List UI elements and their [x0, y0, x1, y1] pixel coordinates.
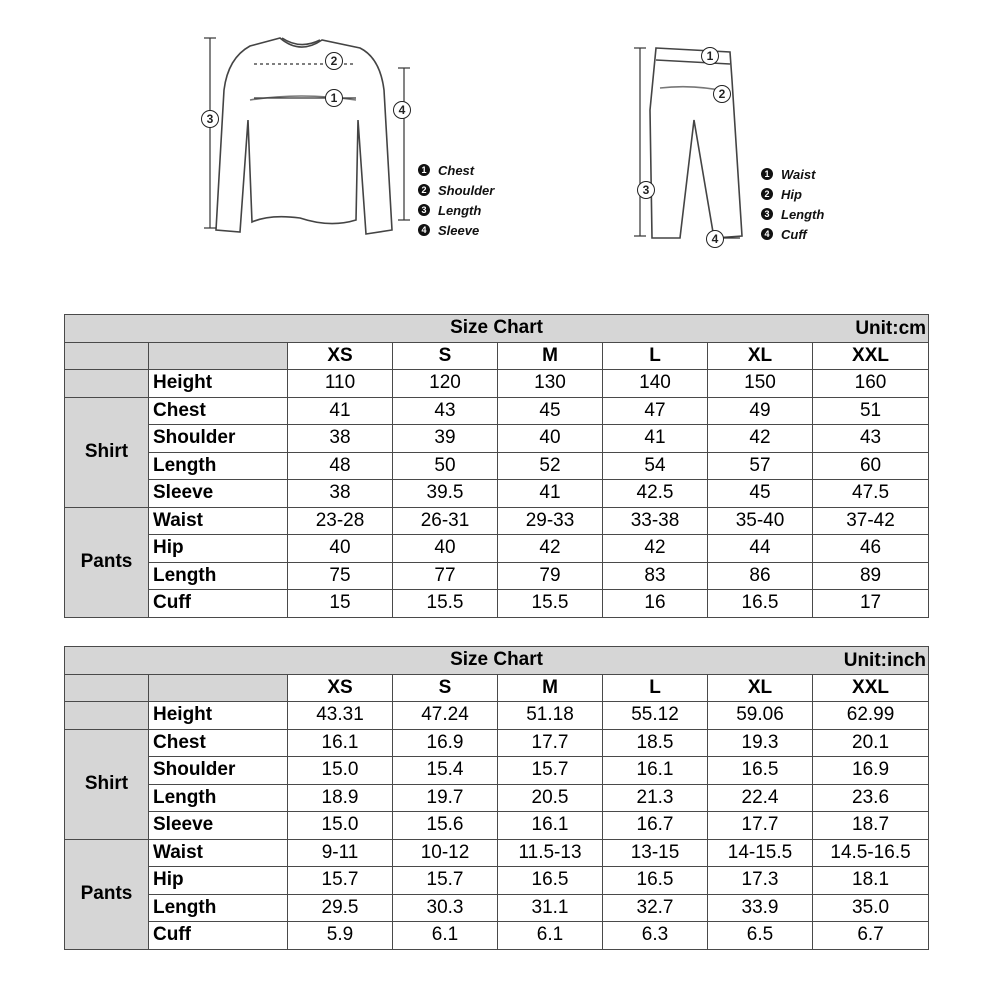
waist-marker: 1 — [701, 47, 719, 65]
value-cell: 42 — [603, 535, 708, 563]
value-cell: 38 — [288, 480, 393, 508]
row-label: Sleeve — [149, 480, 288, 508]
table-row — [65, 757, 929, 785]
legend-number: 2 — [761, 188, 773, 200]
cuff-marker: 4 — [706, 230, 724, 248]
unit-label: Unit:cm — [855, 318, 927, 339]
value-cell: 16 — [603, 590, 708, 618]
value-cell: 15.0 — [288, 812, 393, 840]
legend-label: Hip — [781, 186, 802, 202]
category-label: Shirt — [65, 397, 149, 507]
shirt-legend — [418, 160, 494, 240]
legend-number: 3 — [418, 204, 430, 216]
value-cell: 57 — [708, 452, 813, 480]
table-row — [65, 590, 929, 618]
value-cell: 33-38 — [603, 507, 708, 535]
row-label: Waist — [149, 507, 288, 535]
value-cell: 40 — [393, 535, 498, 563]
table-row — [65, 562, 929, 590]
legend-label: Waist — [781, 166, 816, 182]
value-cell: 52 — [498, 452, 603, 480]
value-cell: 44 — [708, 535, 813, 563]
shirt-icon — [216, 38, 392, 234]
value-cell: 16.9 — [813, 757, 929, 785]
table-row — [65, 480, 929, 508]
table-row — [65, 370, 929, 398]
legend-item — [418, 180, 494, 200]
table-row — [65, 425, 929, 453]
size-chart-inch — [64, 646, 929, 950]
table-row — [65, 729, 929, 757]
size-header: XXL — [813, 674, 929, 702]
value-cell: 31.1 — [498, 894, 603, 922]
blank-cell — [65, 702, 149, 730]
value-cell: 10-12 — [393, 839, 498, 867]
size-header: XS — [288, 674, 393, 702]
value-cell: 150 — [708, 370, 813, 398]
value-cell: 37-42 — [813, 507, 929, 535]
row-label: Hip — [149, 535, 288, 563]
value-cell: 15.7 — [393, 867, 498, 895]
value-cell: 22.4 — [708, 784, 813, 812]
legend-number: 4 — [761, 228, 773, 240]
size-header: L — [603, 674, 708, 702]
pants-legend — [761, 164, 824, 244]
table-title-cell — [65, 315, 929, 343]
size-header: S — [393, 674, 498, 702]
value-cell: 110 — [288, 370, 393, 398]
value-cell: 38 — [288, 425, 393, 453]
legend-item — [418, 200, 494, 220]
row-label: Cuff — [149, 590, 288, 618]
legend-label: Chest — [438, 162, 475, 178]
value-cell: 32.7 — [603, 894, 708, 922]
value-cell: 29.5 — [288, 894, 393, 922]
value-cell: 42 — [498, 535, 603, 563]
chest-marker: 1 — [325, 89, 343, 107]
table-row — [65, 922, 929, 950]
table-row — [65, 702, 929, 730]
value-cell: 15.4 — [393, 757, 498, 785]
title-row — [65, 315, 929, 343]
blank-cell — [65, 342, 149, 370]
value-cell: 15 — [288, 590, 393, 618]
table-row — [65, 812, 929, 840]
pants-icon — [650, 48, 742, 238]
legend-number: 1 — [761, 168, 773, 180]
row-label: Length — [149, 562, 288, 590]
value-cell: 43.31 — [288, 702, 393, 730]
value-cell: 160 — [813, 370, 929, 398]
value-cell: 47.5 — [813, 480, 929, 508]
legend-number: 2 — [418, 184, 430, 196]
value-cell: 6.1 — [498, 922, 603, 950]
value-cell: 15.7 — [498, 757, 603, 785]
size-header: XL — [708, 342, 813, 370]
table-row — [65, 784, 929, 812]
legend-number: 4 — [418, 224, 430, 236]
table-row — [65, 507, 929, 535]
legend-item — [761, 164, 824, 184]
value-cell: 29-33 — [498, 507, 603, 535]
value-cell: 42.5 — [603, 480, 708, 508]
value-cell: 15.0 — [288, 757, 393, 785]
value-cell: 9-11 — [288, 839, 393, 867]
row-label: Length — [149, 452, 288, 480]
value-cell: 140 — [603, 370, 708, 398]
value-cell: 86 — [708, 562, 813, 590]
value-cell: 51.18 — [498, 702, 603, 730]
row-label: Sleeve — [149, 812, 288, 840]
value-cell: 26-31 — [393, 507, 498, 535]
shoulder-marker: 2 — [325, 52, 343, 70]
size-header: XL — [708, 674, 813, 702]
legend-item — [761, 184, 824, 204]
size-chart-cm — [64, 314, 929, 618]
title-row — [65, 647, 929, 675]
value-cell: 14-15.5 — [708, 839, 813, 867]
table-row — [65, 839, 929, 867]
blank-cell — [65, 674, 149, 702]
value-cell: 6.5 — [708, 922, 813, 950]
value-cell: 130 — [498, 370, 603, 398]
value-cell: 16.5 — [498, 867, 603, 895]
value-cell: 39.5 — [393, 480, 498, 508]
row-label: Shoulder — [149, 425, 288, 453]
pants-length-marker: 3 — [637, 181, 655, 199]
value-cell: 17.7 — [708, 812, 813, 840]
value-cell: 41 — [603, 425, 708, 453]
sleeve-marker: 4 — [393, 101, 411, 119]
value-cell: 16.7 — [603, 812, 708, 840]
table-row — [65, 867, 929, 895]
value-cell: 21.3 — [603, 784, 708, 812]
legend-label: Sleeve — [438, 222, 480, 238]
value-cell: 77 — [393, 562, 498, 590]
size-header-row — [65, 342, 929, 370]
size-header: S — [393, 342, 498, 370]
legend-item — [761, 204, 824, 224]
value-cell: 20.5 — [498, 784, 603, 812]
row-label: Length — [149, 784, 288, 812]
blank-cell — [149, 674, 288, 702]
blank-cell — [65, 370, 149, 398]
value-cell: 13-15 — [603, 839, 708, 867]
value-cell: 120 — [393, 370, 498, 398]
value-cell: 48 — [288, 452, 393, 480]
value-cell: 83 — [603, 562, 708, 590]
value-cell: 16.9 — [393, 729, 498, 757]
row-label: Height — [149, 370, 288, 398]
value-cell: 75 — [288, 562, 393, 590]
legend-label: Length — [438, 202, 482, 218]
legend-item — [418, 220, 494, 240]
value-cell: 19.3 — [708, 729, 813, 757]
value-cell: 45 — [708, 480, 813, 508]
value-cell: 47.24 — [393, 702, 498, 730]
row-label: Hip — [149, 867, 288, 895]
row-label: Cuff — [149, 922, 288, 950]
value-cell: 41 — [288, 397, 393, 425]
size-header: XS — [288, 342, 393, 370]
value-cell: 16.1 — [603, 757, 708, 785]
value-cell: 15.5 — [393, 590, 498, 618]
size-header: L — [603, 342, 708, 370]
size-header: M — [498, 674, 603, 702]
value-cell: 16.5 — [708, 590, 813, 618]
value-cell: 18.7 — [813, 812, 929, 840]
value-cell: 62.99 — [813, 702, 929, 730]
value-cell: 15.6 — [393, 812, 498, 840]
shirt-length-marker: 3 — [201, 110, 219, 128]
value-cell: 6.1 — [393, 922, 498, 950]
value-cell: 15.7 — [288, 867, 393, 895]
value-cell: 17.7 — [498, 729, 603, 757]
row-label: Shoulder — [149, 757, 288, 785]
row-label: Waist — [149, 839, 288, 867]
value-cell: 42 — [708, 425, 813, 453]
value-cell: 16.1 — [288, 729, 393, 757]
value-cell: 18.5 — [603, 729, 708, 757]
row-label: Chest — [149, 729, 288, 757]
value-cell: 23-28 — [288, 507, 393, 535]
legend-label: Shoulder — [438, 182, 495, 198]
legend-item — [418, 160, 494, 180]
value-cell: 79 — [498, 562, 603, 590]
table-row — [65, 894, 929, 922]
value-cell: 6.3 — [603, 922, 708, 950]
hip-marker: 2 — [713, 85, 731, 103]
value-cell: 50 — [393, 452, 498, 480]
value-cell: 18.9 — [288, 784, 393, 812]
value-cell: 35.0 — [813, 894, 929, 922]
measurement-diagram — [0, 0, 1000, 290]
legend-number: 3 — [761, 208, 773, 220]
blank-cell — [149, 342, 288, 370]
value-cell: 11.5-13 — [498, 839, 603, 867]
legend-number: 1 — [418, 164, 430, 176]
value-cell: 60 — [813, 452, 929, 480]
category-label: Shirt — [65, 729, 149, 839]
shirt-measure-lines — [204, 38, 410, 228]
value-cell: 89 — [813, 562, 929, 590]
legend-label: Cuff — [781, 226, 807, 242]
legend-label: Length — [781, 206, 825, 222]
table-row — [65, 535, 929, 563]
size-header: M — [498, 342, 603, 370]
value-cell: 17.3 — [708, 867, 813, 895]
unit-label: Unit:inch — [843, 650, 927, 671]
value-cell: 55.12 — [603, 702, 708, 730]
category-label: Pants — [65, 507, 149, 617]
value-cell: 5.9 — [288, 922, 393, 950]
value-cell: 35-40 — [708, 507, 813, 535]
table-title: Size Chart — [450, 317, 543, 339]
value-cell: 51 — [813, 397, 929, 425]
value-cell: 17 — [813, 590, 929, 618]
table-row — [65, 397, 929, 425]
value-cell: 33.9 — [708, 894, 813, 922]
value-cell: 16.5 — [603, 867, 708, 895]
table-title: Size Chart — [450, 649, 543, 671]
value-cell: 14.5-16.5 — [813, 839, 929, 867]
value-cell: 45 — [498, 397, 603, 425]
value-cell: 20.1 — [813, 729, 929, 757]
row-label: Chest — [149, 397, 288, 425]
value-cell: 39 — [393, 425, 498, 453]
table-row — [65, 452, 929, 480]
row-label: Length — [149, 894, 288, 922]
value-cell: 30.3 — [393, 894, 498, 922]
value-cell: 15.5 — [498, 590, 603, 618]
value-cell: 40 — [288, 535, 393, 563]
value-cell: 6.7 — [813, 922, 929, 950]
row-label: Height — [149, 702, 288, 730]
value-cell: 16.5 — [708, 757, 813, 785]
table-title-cell — [65, 647, 929, 675]
value-cell: 46 — [813, 535, 929, 563]
size-header: XXL — [813, 342, 929, 370]
garment-illustration — [0, 0, 1000, 290]
category-label: Pants — [65, 839, 149, 949]
size-header-row — [65, 674, 929, 702]
value-cell: 49 — [708, 397, 813, 425]
value-cell: 40 — [498, 425, 603, 453]
value-cell: 41 — [498, 480, 603, 508]
value-cell: 47 — [603, 397, 708, 425]
value-cell: 19.7 — [393, 784, 498, 812]
legend-item — [761, 224, 824, 244]
value-cell: 18.1 — [813, 867, 929, 895]
value-cell: 23.6 — [813, 784, 929, 812]
value-cell: 54 — [603, 452, 708, 480]
value-cell: 43 — [813, 425, 929, 453]
value-cell: 43 — [393, 397, 498, 425]
value-cell: 59.06 — [708, 702, 813, 730]
value-cell: 16.1 — [498, 812, 603, 840]
